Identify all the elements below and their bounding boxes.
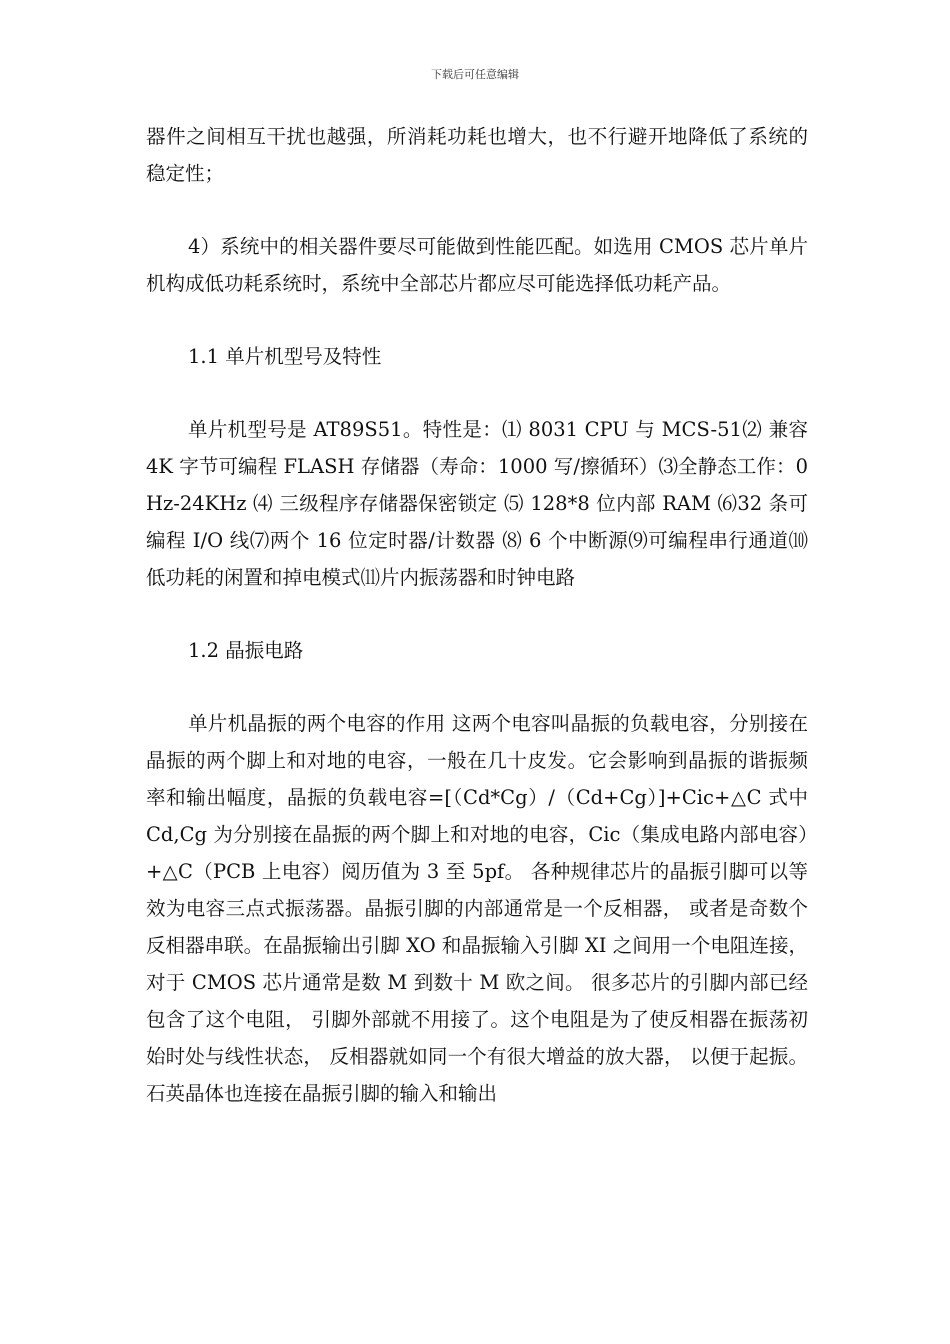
page-header: 下载后可任意编辑 xyxy=(431,68,519,81)
paragraph-spacer xyxy=(146,192,808,228)
paragraph-crystal-capacitors: 单片机晶振的两个电容的作用 这两个电容叫晶振的负载电容，分别接在晶振的两个脚上和对地的电容，一般在几十皮发。它会影响到晶振的谐振频率和输出幅度，晶振的负载电容=[（Cd*Cg）/（Cd+Cg）]+Cic+△C 式中 Cd,Cg 为分别接在晶振的两个脚上和对地的电容，Cic（集成电路内部电容）+△C（PCB 上电容）阅历值为 3 至 5pf。 各种规律芯片的晶振引脚可以等效为电容三点式振荡器。晶振引脚的内部通常是一个反相器， 或者是奇数个反相器串联。在晶振输出引脚 XO 和晶振输入引脚 XI 之间用一个电阻连接， 对于 CMOS 芯片通常是数 M 到数十 M 欧之间。 很多芯片的引脚内部已经包含了这个电阻， 引脚外部就不用接了。这个电阻是为了使反相器在振荡初始时处与线性状态， 反相器就如同一个有很大增益的放大器， 以便于起振。 石英晶体也连接在晶振引脚的输入和输出 xyxy=(146,712,808,1105)
paragraph-spacer xyxy=(146,596,808,632)
paragraph-spacer xyxy=(146,302,808,338)
paragraph-spacer xyxy=(146,375,808,411)
paragraph-mcu-features: 单片机型号是 AT89S51。特性是：⑴ 8031 CPU 与 MCS-51⑵ 兼容 4K 字节可编程 FLASH 存储器（寿命：1000 写/擦循环）⑶全静态工作：0Hz-24KHz ⑷ 三级程序存储器保密锁定 ⑸ 128*8 位内部 RAM ⑹32 条可编程 I/O 线⑺两个 16 位定时器/计数器 ⑻ 6 个中断源⑼可编程串行通道⑽低功耗的闲置和掉电模式⑾片内振荡器和时钟电路 xyxy=(146,418,808,589)
document-body xyxy=(146,118,808,1112)
paragraph-spacer xyxy=(146,669,808,705)
section-heading-crystal-circuit: 1.2 晶振电路 xyxy=(188,639,304,662)
section-heading-mcu-model: 1.1 单片机型号及特性 xyxy=(188,345,382,368)
paragraph-device-matching: 4）系统中的相关器件要尽可能做到性能匹配。如选用 CMOS 芯片单片机构成低功耗系统时，系统中全部芯片都应尽可能选择低功耗产品。 xyxy=(146,235,808,295)
paragraph-interference: 器件之间相互干扰也越强，所消耗功耗也增大，也不行避开地降低了系统的稳定性； xyxy=(146,125,808,185)
